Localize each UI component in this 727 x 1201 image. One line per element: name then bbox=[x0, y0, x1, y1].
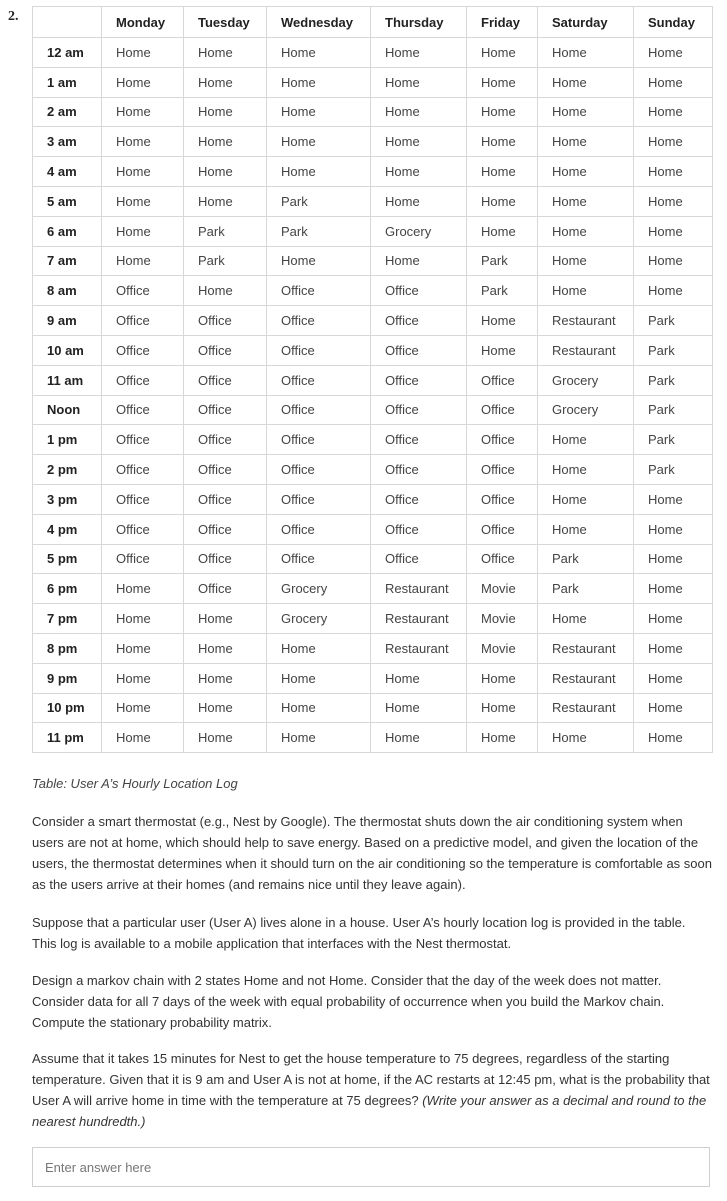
location-cell: Grocery bbox=[267, 574, 371, 604]
location-cell: Home bbox=[267, 38, 371, 68]
table-row bbox=[33, 723, 713, 753]
location-cell: Park bbox=[538, 544, 634, 574]
location-cell: Office bbox=[184, 425, 267, 455]
location-cell: Office bbox=[371, 306, 467, 336]
location-cell: Home bbox=[102, 38, 184, 68]
answer-input[interactable] bbox=[32, 1147, 710, 1187]
table-row bbox=[33, 484, 713, 514]
hour-label-cell: 3 pm bbox=[33, 484, 102, 514]
table-row bbox=[33, 544, 713, 574]
location-cell: Restaurant bbox=[371, 633, 467, 663]
location-cell: Home bbox=[467, 335, 538, 365]
location-cell: Office bbox=[267, 276, 371, 306]
location-cell: Office bbox=[371, 544, 467, 574]
question-number: 2. bbox=[8, 9, 19, 24]
location-cell: Home bbox=[371, 693, 467, 723]
hour-label-cell: 4 pm bbox=[33, 514, 102, 544]
location-cell: Home bbox=[184, 693, 267, 723]
location-cell: Home bbox=[102, 663, 184, 693]
location-cell: Home bbox=[102, 216, 184, 246]
header-row bbox=[33, 7, 713, 38]
location-cell: Office bbox=[371, 395, 467, 425]
table-body bbox=[33, 38, 713, 753]
hour-label-cell: 1 pm bbox=[33, 425, 102, 455]
location-cell: Office bbox=[467, 455, 538, 485]
location-cell: Office bbox=[267, 395, 371, 425]
location-cell: Office bbox=[267, 335, 371, 365]
location-cell: Park bbox=[267, 186, 371, 216]
location-cell: Home bbox=[267, 127, 371, 157]
table-row bbox=[33, 425, 713, 455]
location-cell: Office bbox=[371, 365, 467, 395]
location-cell: Park bbox=[467, 276, 538, 306]
paragraph-markov: Design a markov chain with 2 states Home and not Home. Consider that the day of the week does not matter. Consider data for all 7 days of the week with equal probability of occurrence when you build the Markov chain. Compute the stationary probability matrix. bbox=[32, 973, 665, 1030]
location-cell: Office bbox=[267, 365, 371, 395]
hour-label-cell: 7 am bbox=[33, 246, 102, 276]
location-cell: Home bbox=[371, 157, 467, 187]
day-header-cell: Sunday bbox=[634, 7, 713, 38]
location-cell: Home bbox=[467, 216, 538, 246]
location-cell: Home bbox=[538, 246, 634, 276]
location-cell: Home bbox=[102, 604, 184, 634]
location-cell: Home bbox=[184, 38, 267, 68]
location-cell: Home bbox=[267, 157, 371, 187]
location-cell: Home bbox=[538, 514, 634, 544]
location-cell: Home bbox=[634, 276, 713, 306]
location-cell: Office bbox=[267, 306, 371, 336]
table-row bbox=[33, 395, 713, 425]
location-cell: Home bbox=[184, 157, 267, 187]
location-cell: Home bbox=[538, 127, 634, 157]
location-cell: Home bbox=[634, 67, 713, 97]
location-cell: Movie bbox=[467, 604, 538, 634]
location-cell: Home bbox=[102, 574, 184, 604]
hour-label-cell: 4 am bbox=[33, 157, 102, 187]
location-cell: Grocery bbox=[538, 365, 634, 395]
location-cell: Home bbox=[102, 633, 184, 663]
location-cell: Home bbox=[267, 663, 371, 693]
location-cell: Movie bbox=[467, 574, 538, 604]
location-cell: Office bbox=[102, 395, 184, 425]
day-header-cell: Friday bbox=[467, 7, 538, 38]
location-cell: Park bbox=[634, 365, 713, 395]
location-cell: Office bbox=[184, 544, 267, 574]
hour-label-cell: 7 pm bbox=[33, 604, 102, 634]
location-cell: Home bbox=[184, 186, 267, 216]
location-cell: Office bbox=[184, 395, 267, 425]
table-row bbox=[33, 633, 713, 663]
location-cell: Home bbox=[371, 127, 467, 157]
location-cell: Park bbox=[184, 246, 267, 276]
location-cell: Home bbox=[634, 157, 713, 187]
location-cell: Home bbox=[371, 97, 467, 127]
location-cell: Office bbox=[267, 544, 371, 574]
table-row bbox=[33, 455, 713, 485]
location-cell: Home bbox=[634, 127, 713, 157]
location-cell: Home bbox=[634, 693, 713, 723]
location-cell: Home bbox=[634, 544, 713, 574]
location-cell: Park bbox=[184, 216, 267, 246]
location-cell: Home bbox=[538, 484, 634, 514]
location-cell: Home bbox=[184, 604, 267, 634]
location-cell: Home bbox=[102, 97, 184, 127]
location-cell: Home bbox=[267, 97, 371, 127]
location-cell: Home bbox=[184, 127, 267, 157]
hour-label-cell: 8 am bbox=[33, 276, 102, 306]
location-cell: Home bbox=[634, 38, 713, 68]
location-cell: Home bbox=[184, 663, 267, 693]
location-cell: Office bbox=[102, 335, 184, 365]
location-cell: Restaurant bbox=[371, 604, 467, 634]
location-cell: Restaurant bbox=[538, 306, 634, 336]
location-cell: Home bbox=[267, 67, 371, 97]
location-cell: Home bbox=[538, 67, 634, 97]
location-cell: Home bbox=[634, 663, 713, 693]
location-cell: Home bbox=[184, 276, 267, 306]
question-text: Assume that it takes 15 minutes for Nest to get the house temperature to 75 degrees, regardless of the starting temperature. Given that it is 9 am and User A is not at home, if the AC restarts at 12:45 pm, what is the probability that User A will arrive home in time with the temperature at 75 degrees? bbox=[32, 1051, 710, 1108]
table-row bbox=[33, 306, 713, 336]
location-cell: Home bbox=[634, 484, 713, 514]
location-cell: Home bbox=[184, 723, 267, 753]
table-row bbox=[33, 38, 713, 68]
table-caption: Table: User A’s Hourly Location Log bbox=[32, 776, 238, 791]
table-row bbox=[33, 276, 713, 306]
location-cell: Restaurant bbox=[538, 335, 634, 365]
location-cell: Office bbox=[102, 455, 184, 485]
location-cell: Home bbox=[634, 633, 713, 663]
day-header-cell: Tuesday bbox=[184, 7, 267, 38]
location-cell: Home bbox=[371, 723, 467, 753]
hour-label-cell: 12 am bbox=[33, 38, 102, 68]
location-cell: Park bbox=[538, 574, 634, 604]
location-cell: Office bbox=[184, 335, 267, 365]
location-cell: Home bbox=[102, 186, 184, 216]
hour-label-cell: 5 am bbox=[33, 186, 102, 216]
location-cell: Home bbox=[184, 633, 267, 663]
location-cell: Home bbox=[538, 604, 634, 634]
location-cell: Restaurant bbox=[538, 633, 634, 663]
location-cell: Home bbox=[538, 425, 634, 455]
location-cell: Home bbox=[538, 97, 634, 127]
location-cell: Home bbox=[467, 186, 538, 216]
table-header bbox=[33, 7, 713, 38]
location-cell: Home bbox=[538, 723, 634, 753]
table-row bbox=[33, 514, 713, 544]
location-cell: Office bbox=[467, 425, 538, 455]
location-cell: Home bbox=[184, 97, 267, 127]
location-cell: Home bbox=[102, 723, 184, 753]
location-cell: Office bbox=[371, 276, 467, 306]
day-header-cell: Thursday bbox=[371, 7, 467, 38]
location-cell: Home bbox=[538, 38, 634, 68]
location-cell: Restaurant bbox=[538, 693, 634, 723]
location-cell: Office bbox=[267, 455, 371, 485]
day-header-cell: Monday bbox=[102, 7, 184, 38]
location-cell: Office bbox=[467, 514, 538, 544]
location-cell: Home bbox=[538, 157, 634, 187]
location-cell: Park bbox=[267, 216, 371, 246]
location-cell: Home bbox=[267, 693, 371, 723]
table-row bbox=[33, 157, 713, 187]
hour-label-cell: 11 am bbox=[33, 365, 102, 395]
table-row bbox=[33, 216, 713, 246]
table-row bbox=[33, 574, 713, 604]
location-cell: Home bbox=[102, 67, 184, 97]
location-cell: Home bbox=[102, 693, 184, 723]
location-cell: Home bbox=[371, 38, 467, 68]
location-cell: Home bbox=[467, 127, 538, 157]
table-row bbox=[33, 97, 713, 127]
location-cell: Home bbox=[634, 723, 713, 753]
location-cell: Home bbox=[538, 455, 634, 485]
location-cell: Home bbox=[467, 38, 538, 68]
hour-label-cell: 9 pm bbox=[33, 663, 102, 693]
location-cell: Home bbox=[538, 186, 634, 216]
paragraph-user: Suppose that a particular user (User A) lives alone in a house. User A’s hourly location log is provided in the table. This log is available to a mobile application that interfaces with the Nest thermostat. bbox=[32, 915, 686, 951]
location-cell: Grocery bbox=[371, 216, 467, 246]
location-cell: Park bbox=[634, 425, 713, 455]
location-cell: Home bbox=[538, 216, 634, 246]
location-cell: Home bbox=[634, 216, 713, 246]
location-cell: Office bbox=[467, 544, 538, 574]
location-cell: Office bbox=[467, 365, 538, 395]
table-row bbox=[33, 335, 713, 365]
location-cell: Home bbox=[184, 67, 267, 97]
location-cell: Home bbox=[634, 514, 713, 544]
location-cell: Park bbox=[634, 335, 713, 365]
table-row bbox=[33, 67, 713, 97]
location-cell: Restaurant bbox=[371, 574, 467, 604]
hour-label-cell: Noon bbox=[33, 395, 102, 425]
hour-label-cell: 6 am bbox=[33, 216, 102, 246]
table-row bbox=[33, 246, 713, 276]
table-row bbox=[33, 604, 713, 634]
location-cell: Park bbox=[467, 246, 538, 276]
location-cell: Office bbox=[102, 365, 184, 395]
location-cell: Office bbox=[371, 514, 467, 544]
location-cell: Park bbox=[634, 395, 713, 425]
location-cell: Home bbox=[467, 723, 538, 753]
location-cell: Home bbox=[467, 157, 538, 187]
location-cell: Home bbox=[102, 246, 184, 276]
location-cell: Office bbox=[184, 514, 267, 544]
corner-header-cell bbox=[33, 7, 102, 38]
location-cell: Office bbox=[102, 484, 184, 514]
location-cell: Office bbox=[467, 484, 538, 514]
hour-label-cell: 6 pm bbox=[33, 574, 102, 604]
location-cell: Office bbox=[371, 484, 467, 514]
hour-label-cell: 2 pm bbox=[33, 455, 102, 485]
location-cell: Home bbox=[371, 67, 467, 97]
location-cell: Home bbox=[102, 157, 184, 187]
location-cell: Home bbox=[267, 723, 371, 753]
day-header-cell: Saturday bbox=[538, 7, 634, 38]
location-cell: Office bbox=[102, 306, 184, 336]
table-row bbox=[33, 365, 713, 395]
location-cell: Office bbox=[102, 425, 184, 455]
answer-instruction: (Write your answer as a decimal and round to the nearest hundredth.) bbox=[32, 1093, 707, 1129]
location-cell: Office bbox=[184, 574, 267, 604]
paragraph-question bbox=[32, 1048, 712, 1132]
location-cell: Home bbox=[267, 246, 371, 276]
location-cell: Office bbox=[102, 544, 184, 574]
location-cell: Office bbox=[102, 514, 184, 544]
hour-label-cell: 8 pm bbox=[33, 633, 102, 663]
table-row bbox=[33, 663, 713, 693]
table-row bbox=[33, 186, 713, 216]
location-cell: Park bbox=[634, 306, 713, 336]
paragraph-intro: Consider a smart thermostat (e.g., Nest by Google). The thermostat shuts down the air conditioning system when users are not at home, which should help to save energy. Based on a predictive model, and given the location of the users, the thermostat determines when it should turn on the air conditioning so the temperature is comfortable as soon as the users arrive at their homes (and remains nice until they leave again). bbox=[32, 814, 712, 892]
location-cell: Office bbox=[467, 395, 538, 425]
location-cell: Office bbox=[267, 484, 371, 514]
location-log-table bbox=[32, 6, 713, 753]
location-cell: Home bbox=[538, 276, 634, 306]
hour-label-cell: 10 pm bbox=[33, 693, 102, 723]
location-cell: Park bbox=[634, 455, 713, 485]
location-cell: Grocery bbox=[267, 604, 371, 634]
table-row bbox=[33, 127, 713, 157]
location-cell: Home bbox=[467, 663, 538, 693]
location-cell: Home bbox=[634, 246, 713, 276]
hour-label-cell: 1 am bbox=[33, 67, 102, 97]
location-cell: Office bbox=[267, 425, 371, 455]
location-cell: Grocery bbox=[538, 395, 634, 425]
location-cell: Home bbox=[467, 306, 538, 336]
location-cell: Home bbox=[267, 633, 371, 663]
location-cell: Home bbox=[634, 186, 713, 216]
location-cell: Home bbox=[467, 67, 538, 97]
location-cell: Office bbox=[184, 365, 267, 395]
location-cell: Movie bbox=[467, 633, 538, 663]
location-cell: Office bbox=[267, 514, 371, 544]
location-cell: Home bbox=[371, 246, 467, 276]
hour-label-cell: 2 am bbox=[33, 97, 102, 127]
location-cell: Office bbox=[184, 306, 267, 336]
day-header-cell: Wednesday bbox=[267, 7, 371, 38]
table-row bbox=[33, 693, 713, 723]
location-cell: Office bbox=[371, 455, 467, 485]
hour-label-cell: 9 am bbox=[33, 306, 102, 336]
location-cell: Restaurant bbox=[538, 663, 634, 693]
hour-label-cell: 11 pm bbox=[33, 723, 102, 753]
hour-label-cell: 10 am bbox=[33, 335, 102, 365]
location-cell: Home bbox=[634, 604, 713, 634]
location-cell: Home bbox=[467, 97, 538, 127]
hour-label-cell: 5 pm bbox=[33, 544, 102, 574]
hour-label-cell: 3 am bbox=[33, 127, 102, 157]
location-cell: Office bbox=[371, 425, 467, 455]
location-cell: Home bbox=[634, 574, 713, 604]
location-cell: Office bbox=[371, 335, 467, 365]
location-cell: Office bbox=[184, 484, 267, 514]
location-cell: Home bbox=[371, 186, 467, 216]
location-cell: Office bbox=[184, 455, 267, 485]
location-cell: Office bbox=[102, 276, 184, 306]
location-cell: Home bbox=[102, 127, 184, 157]
location-cell: Home bbox=[467, 693, 538, 723]
location-cell: Home bbox=[634, 97, 713, 127]
location-cell: Home bbox=[371, 663, 467, 693]
